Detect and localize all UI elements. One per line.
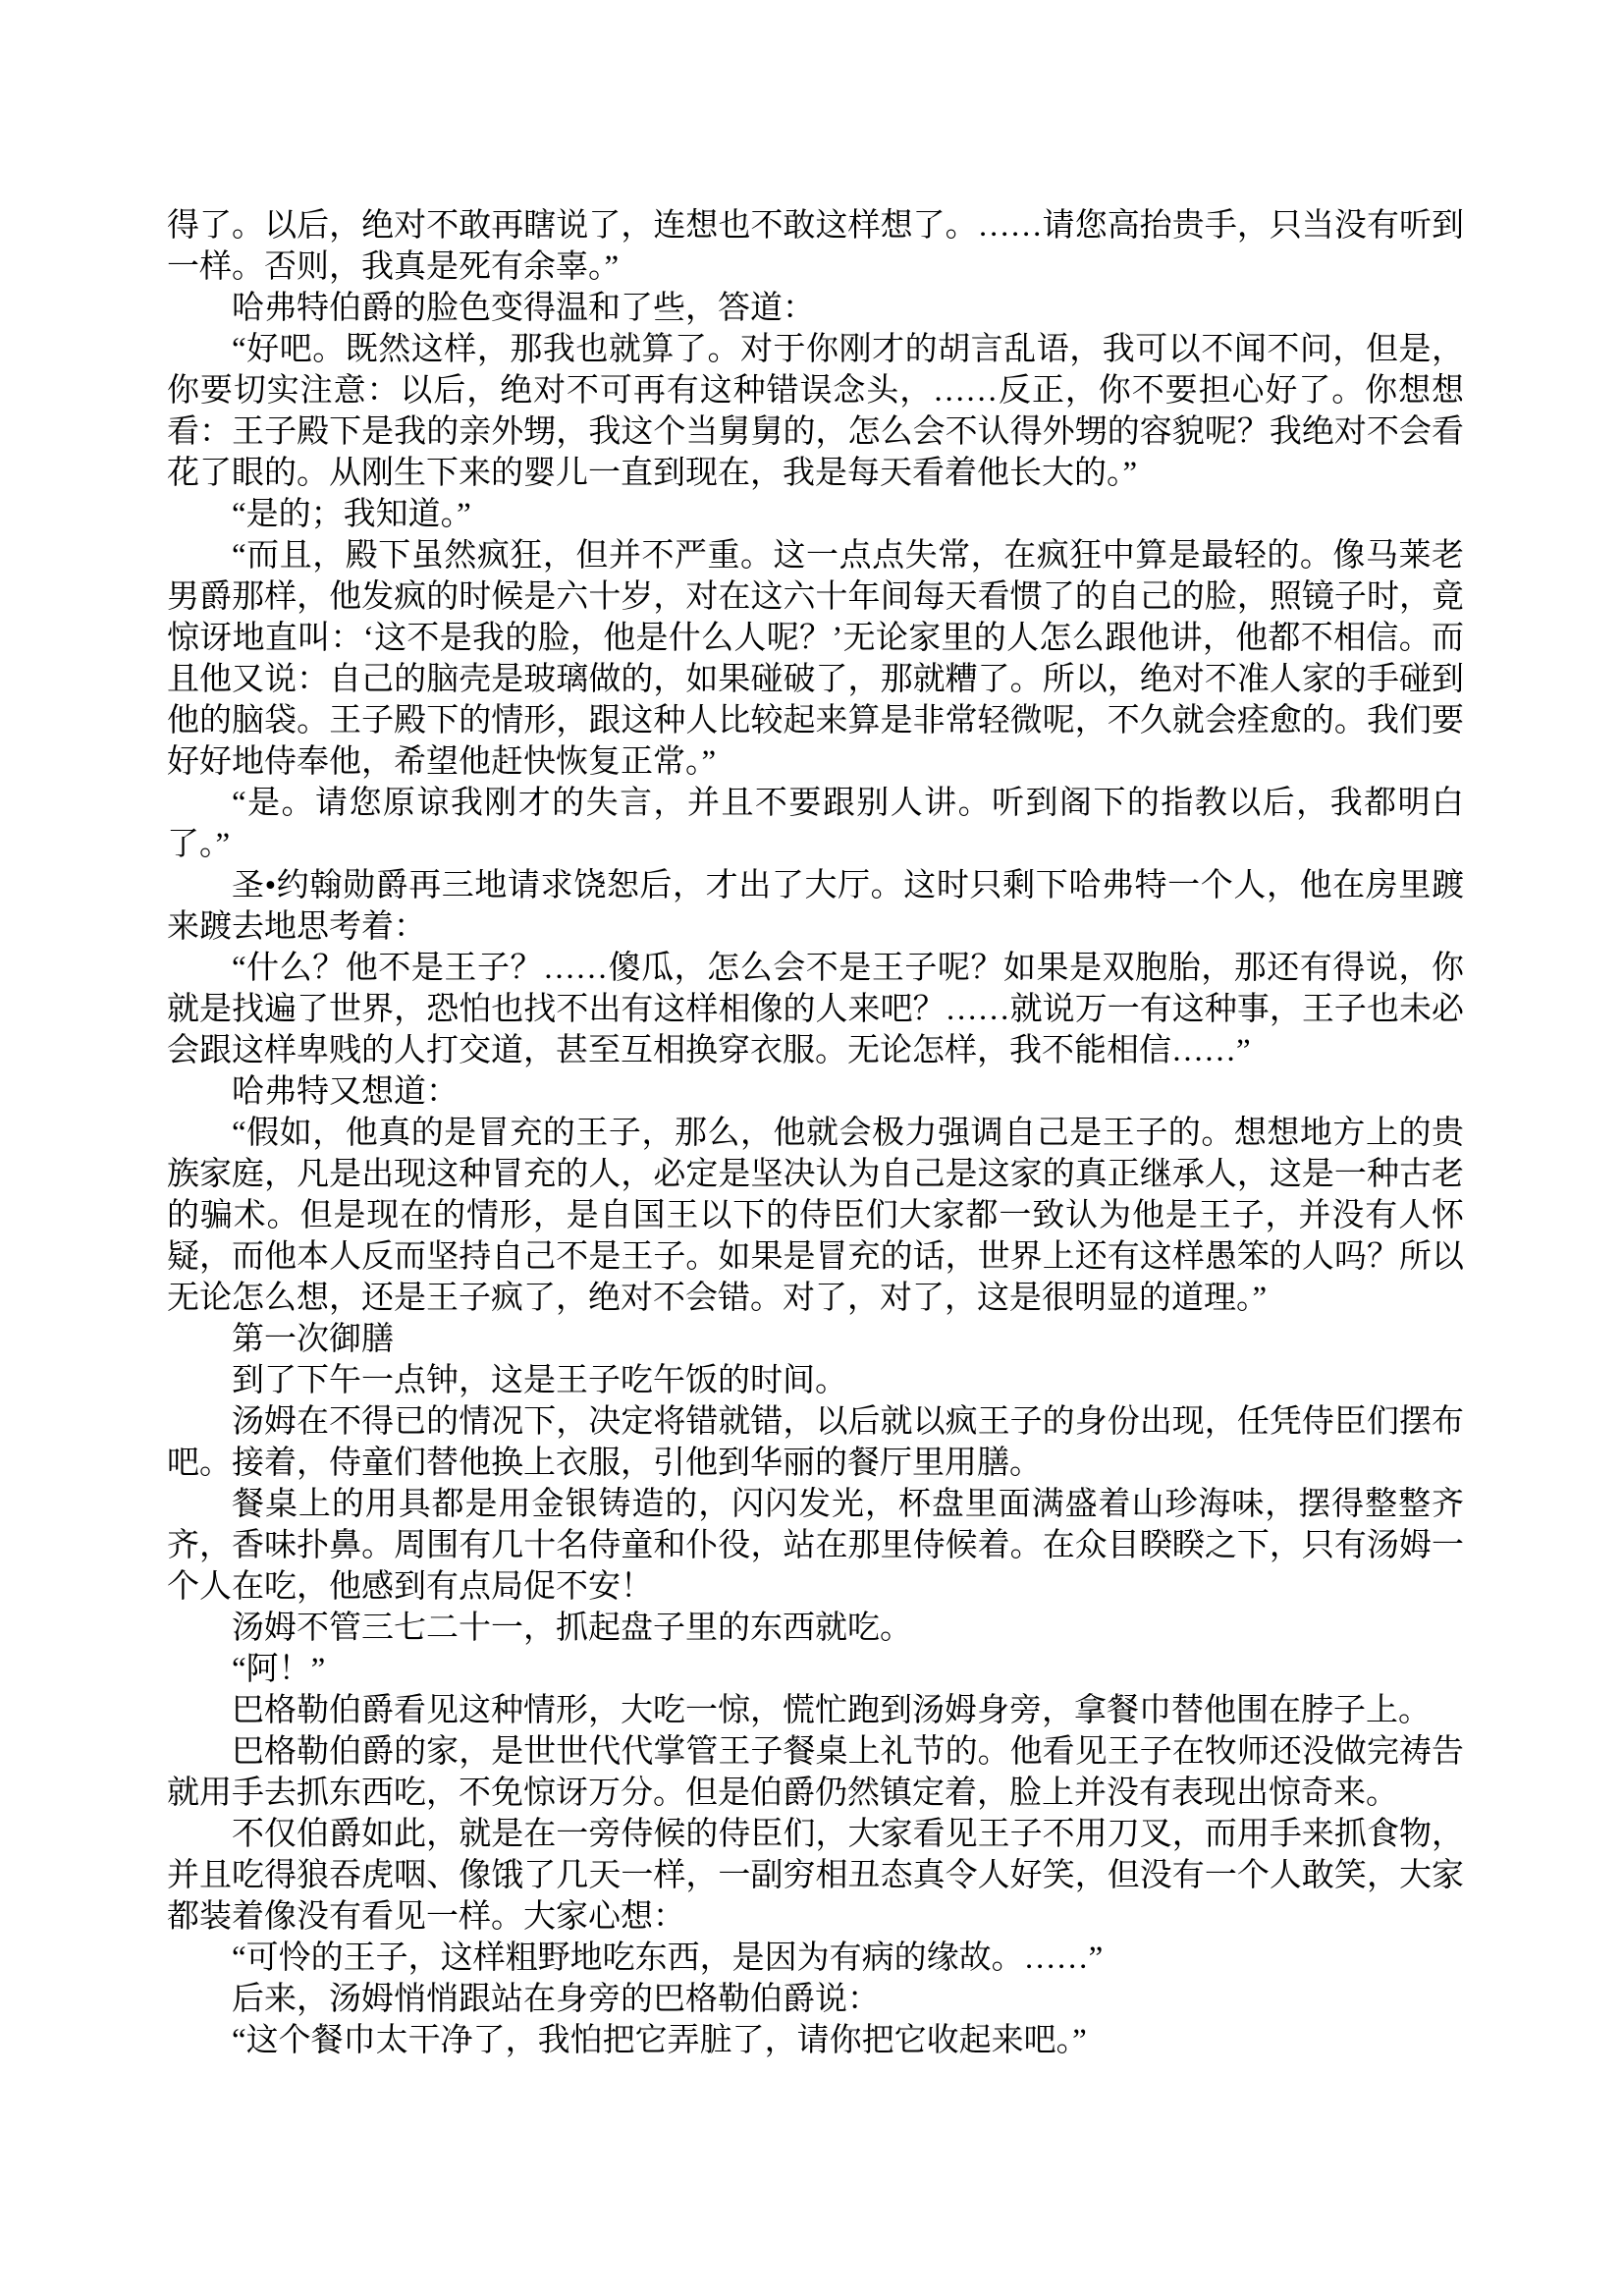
paragraph: “阿！” xyxy=(232,1652,326,1687)
paragraph: “是的；我知道。” xyxy=(232,497,471,532)
paragraph: “可怜的王子，这样粗野地吃东西，是因为有病的缘故。……” xyxy=(232,1941,1104,1976)
paragraph: 到了下午一点钟，这是王子吃午饭的时间。 xyxy=(232,1363,847,1398)
paragraph: 得了。以后，绝对不敢再瞎说了，连想也不敢这样想了。……请您高抬贵手，只当没有听到一样。否则，我真是死有余辜。” xyxy=(167,208,1464,285)
paragraph: “而且，殿下虽然疯狂，但并不严重。这一点点失常，在疯狂中算是最轻的。像马莱老男爵那样，他发疯的时候是六十岁，对在这六十年间每天看惯了的自己的脸，照镜子时，竟惊讶地直叫：‘这不是我的脸，他是什么人呢？’无论家里的人怎么跟他讲，他都不相信。而且他又说：自己的脑壳是玻璃做的，如果碰破了，那就糟了。所以，绝对不准人家的手碰到他的脑袋。王子殿下的情形，跟这种人比较起来算是非常轻微呢，不久就会痊愈的。我们要好好地侍奉他，希望他赶快恢复正常。” xyxy=(167,538,1464,780)
section-heading: 第一次御膳 xyxy=(232,1322,394,1357)
paragraph: “好吧。既然这样，那我也就算了。对于你刚才的胡言乱语，我可以不闻不问，但是，你要切实注意：以后，绝对不可再有这种错误念头，……反正，你不要担心好了。你想想看：王子殿下是我的亲外甥，我这个当舅舅的，怎么会不认得外甥的容貌呢？我绝对不会看花了眼的。从刚生下来的婴儿一直到现在，我是每天看着他长大的。” xyxy=(167,332,1464,491)
paragraph: 汤姆在不得已的情况下，决定将错就错，以后就以疯王子的身份出现，任凭侍臣们摆布吧。接着，侍童们替他换上衣服，引他到华丽的餐厅里用膳。 xyxy=(167,1404,1464,1481)
paragraph: 巴格勒伯爵看见这种情形，大吃一惊，慌忙跑到汤姆身旁，拿餐巾替他围在脖子上。 xyxy=(232,1693,1431,1728)
paragraph: “是。请您原谅我刚才的失言，并且不要跟别人讲。听到阁下的指教以后，我都明白了。” xyxy=(167,786,1464,862)
paragraph: 圣•约翰勋爵再三地请求饶恕后，才出了大厅。这时只剩下哈弗特一个人，他在房里踱来踱去地思考着： xyxy=(167,868,1464,945)
paragraph: “什么？他不是王子？……傻瓜，怎么会不是王子呢？如果是双胞胎，那还有得说，你就是找遍了世界，恐怕也找不出有这样相像的人来吧？……就说万一有这种事，王子也未必会跟这样卑贱的人打交道，甚至互相换穿衣服。无论怎样，我不能相信……” xyxy=(167,951,1464,1068)
paragraph: 汤姆不管三七二十一，抓起盘子里的东西就吃。 xyxy=(232,1611,912,1646)
paragraph: 哈弗特又想道： xyxy=(232,1074,459,1110)
paragraph: 不仅伯爵如此，就是在一旁侍候的侍臣们，大家看见王子不用刀叉，而用手来抓食物，并且吃得狼吞虎咽、像饿了几天一样，一副穷相丑态真令人好笑，但没有一个人敢笑，大家都装着像没有看见一样。大家心想： xyxy=(167,1817,1464,1935)
paragraph: “这个餐巾太干净了，我怕把它弄脏了，请你把它收起来吧。” xyxy=(232,2023,1087,2058)
paragraph: 餐桌上的用具都是用金银铸造的，闪闪发光，杯盘里面满盛着山珍海味，摆得整整齐齐，香味扑鼻。周围有几十名侍童和仆役，站在那里侍候着。在众目睽睽之下，只有汤姆一个人在吃，他感到有点局促不安！ xyxy=(167,1487,1464,1605)
paragraph: 巴格勒伯爵的家，是世世代代掌管王子餐桌上礼节的。他看见王子在牧师还没做完祷告就用手去抓东西吃，不免惊讶万分。但是伯爵仍然镇定着，脸上并没有表现出惊奇来。 xyxy=(167,1734,1464,1811)
paragraph: “假如，他真的是冒充的王子，那么，他就会极力强调自己是王子的。想想地方上的贵族家庭，凡是出现这种冒充的人，必定是坚决认为自己是这家的真正继承人，这是一种古老的骗术。但是现在的情形，是自国王以下的侍臣们大家都一致认为他是王子，并没有人怀疑，而他本人反而坚持自己不是王子。如果是冒充的话，世界上还有这样愚笨的人吗？所以无论怎么想，还是王子疯了，绝对不会错。对了，对了，这是很明显的道理。” xyxy=(167,1116,1464,1316)
page-text xyxy=(167,205,1464,2061)
paragraph: 后来，汤姆悄悄跟站在身旁的巴格勒伯爵说： xyxy=(232,1982,880,2017)
paragraph: 哈弗特伯爵的脸色变得温和了些，答道： xyxy=(232,291,815,326)
